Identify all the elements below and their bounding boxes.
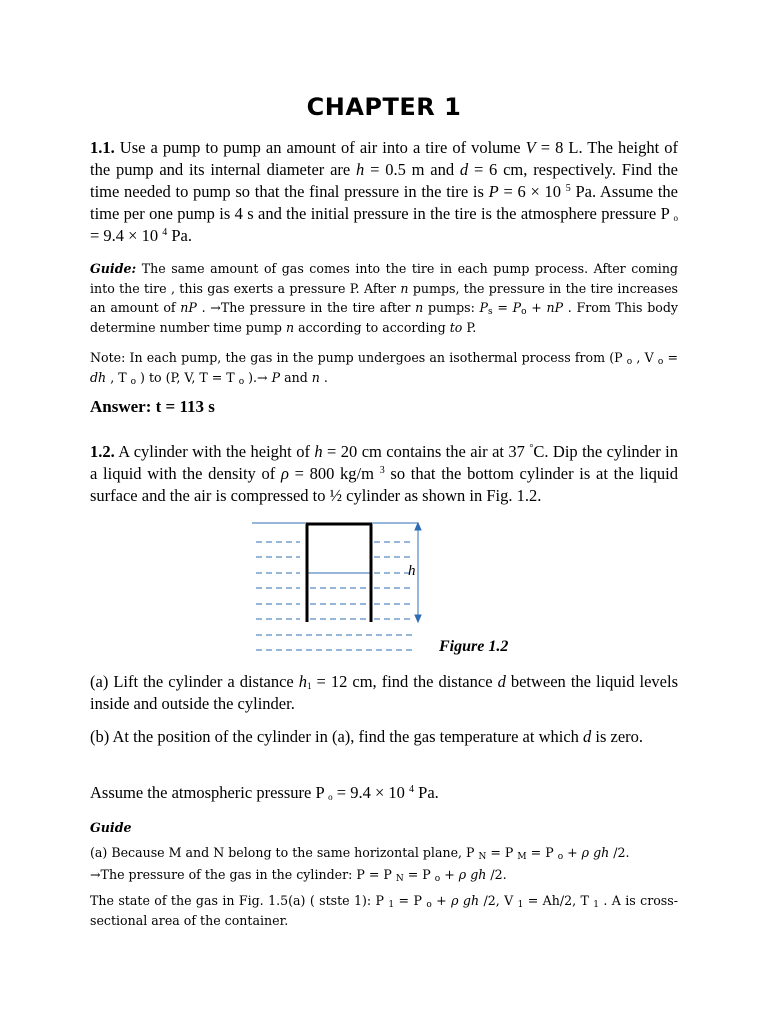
exponent: 5 — [565, 183, 571, 194]
text: . — [319, 369, 328, 385]
text: Assume the atmospheric pressure P — [90, 783, 329, 802]
text: = Ah/2, T — [523, 893, 594, 908]
var-h: h — [314, 442, 323, 461]
text: + — [440, 867, 459, 882]
text: = 0.5 m and — [364, 160, 460, 179]
subscript: o — [521, 307, 527, 317]
text: = P — [403, 867, 435, 882]
text: . A is cross-sectional area of the container. — [90, 893, 678, 928]
guide-1-1 — [90, 259, 678, 337]
text: . →The pressure in the tire after — [196, 300, 416, 315]
guide-label: Guide — [90, 820, 132, 835]
var-rho: ρ — [451, 893, 459, 908]
guide-label: Guide: — [90, 261, 137, 276]
text: = 9.4 × 10 — [332, 783, 410, 802]
var-gh: gh — [466, 867, 487, 882]
text: →The pressure of the gas in the cylinder: P = P — [90, 867, 396, 882]
problem-1-2 — [90, 441, 678, 507]
subscript: 1 — [307, 681, 312, 691]
var-np: nP — [546, 300, 564, 315]
answer-1-1: Answer: t = 113 s — [90, 397, 215, 416]
text: /2, V — [479, 893, 518, 908]
subscript: N — [395, 874, 404, 884]
question-b — [90, 726, 678, 748]
var-h: h — [356, 160, 365, 179]
text: pumps, the pressure in the tire increases an amount of — [90, 280, 678, 315]
h-label: h — [408, 563, 416, 579]
subscript: 1 — [517, 900, 524, 910]
subscript: o — [626, 357, 633, 367]
text: so that the bottom cylinder is at the liquid surface and the air is compressed to ½ cylinder as shown in Fig. 1.2. — [90, 464, 678, 505]
text: (a) Lift the cylinder a distance — [90, 672, 299, 691]
var-n: n — [415, 300, 424, 315]
text: . From This body determine number time pump — [90, 300, 679, 335]
text: /2. — [486, 867, 507, 882]
text: ).→ — [244, 369, 272, 385]
text: = P — [526, 845, 558, 860]
var-d: d — [459, 160, 469, 179]
guide-1-2-line-c — [90, 891, 678, 930]
text: = 9.4 × 10 — [90, 226, 163, 245]
text: = 6 × 10 — [498, 182, 566, 201]
text: Pa. — [167, 226, 192, 245]
text: + — [431, 893, 452, 908]
var-rho: ρ — [581, 845, 590, 860]
var-gh: gh — [458, 893, 480, 908]
note-1-1 — [90, 348, 678, 387]
text: = P — [486, 845, 518, 860]
text: (a) Because M and N belong to the same horizontal plane, P — [90, 845, 479, 860]
text: Pa. — [414, 783, 439, 802]
subscript: o — [328, 792, 333, 802]
liquid-dashes-right — [374, 542, 410, 619]
text: according to according — [294, 319, 450, 335]
subscript: 1 — [388, 900, 395, 910]
var-n: n — [400, 280, 409, 296]
subscript: o — [238, 376, 245, 387]
var-h: h — [298, 672, 308, 691]
var-d: d — [583, 727, 592, 746]
assumption — [90, 782, 678, 804]
text: The same amount of gas comes into the tire in each pump process. After coming into the tire , this gas exerts a pressure P. After — [90, 261, 678, 296]
text: = 8 L. The height of the pump and its internal diameter are — [90, 138, 678, 179]
guide-1-2-line-b — [90, 865, 678, 885]
figure-caption: Figure 1.2 — [439, 638, 509, 655]
text: = — [492, 300, 513, 315]
text: pumps: — [423, 300, 480, 315]
subscript: M — [517, 852, 527, 862]
liquid-dashes-inside — [310, 588, 368, 619]
text: = P — [394, 893, 427, 908]
text: (b) At the position of the cylinder in (a), find the gas temperature at which — [90, 727, 584, 746]
text: is zero. — [591, 727, 644, 746]
subscript: o — [434, 874, 441, 884]
subscript: o — [673, 213, 678, 223]
text: Note: In each pump, the gas in the pump undergoes an isothermal process from (P — [90, 350, 627, 365]
var-p: P — [512, 300, 522, 315]
text: = — [663, 350, 678, 365]
text: = 12 cm, find the distance — [311, 672, 498, 691]
exponent: 4 — [409, 784, 415, 795]
var-d: d — [497, 672, 506, 691]
text: , V — [632, 350, 658, 365]
text: and — [280, 369, 312, 385]
guide-1-2-label — [90, 818, 678, 838]
var-np: nP — [180, 300, 197, 315]
var-gh: gh — [589, 845, 610, 860]
subscript: o — [657, 357, 664, 367]
text: C. Dip the cylinder in a liquid with the density of — [90, 442, 678, 483]
text: between the liquid levels inside and outside the cylinder. — [90, 672, 679, 713]
var-p: P — [479, 300, 489, 315]
height-arrow — [415, 523, 421, 622]
text: /2. — [609, 845, 630, 860]
question-a — [90, 671, 678, 715]
text: = 6 cm, respectively. Find the time needed to pump so that the final pressure in the tire is — [90, 160, 678, 201]
var-rho: ρ — [458, 867, 467, 882]
text: Use a pump to pump an amount of air into a tire of volume — [114, 138, 526, 157]
subscript: o — [130, 376, 137, 387]
problem-1-1 — [90, 137, 678, 247]
subscript: s — [488, 307, 493, 317]
text: = 800 kg/m — [288, 464, 380, 483]
figure-1-2-diagram — [250, 518, 430, 658]
var-rho: ρ — [280, 464, 289, 483]
text: ) to (P, V, T = T — [136, 369, 239, 385]
subscript: N — [478, 852, 487, 862]
subscript: o — [426, 900, 432, 910]
text: Pa. Assume the time per one pump is 4 s and the initial pressure in the tire is the atmosphere pressure P — [90, 182, 678, 223]
var-v: V — [525, 138, 536, 157]
text: + — [526, 300, 547, 315]
text: P. — [462, 319, 477, 335]
guide-1-2-line-a — [90, 843, 678, 863]
problem-number: 1.1. — [90, 138, 115, 157]
exponent: 3 — [379, 465, 385, 476]
text: = 20 cm contains the air at 37 — [322, 442, 530, 461]
text: + — [563, 845, 582, 860]
var-p: P — [271, 369, 281, 385]
chapter-title: CHAPTER 1 — [306, 93, 462, 121]
degree-sign: ° — [529, 443, 534, 454]
subscript: 1 — [593, 900, 600, 910]
var-dh: dh — [90, 369, 107, 385]
subscript: o — [557, 852, 564, 862]
liquid-dashes-left — [256, 542, 414, 650]
var-p: P — [488, 182, 499, 201]
problem-number: 1.2. — [90, 442, 115, 461]
text: , T — [106, 369, 131, 385]
var-n: n — [311, 369, 320, 385]
text: A cylinder with the height of — [114, 442, 315, 461]
text: The state of the gas in Fig. 1.5(a) ( stste 1): P — [90, 893, 389, 908]
text-italic: to — [449, 319, 463, 335]
var-n: n — [285, 319, 295, 335]
exponent: 4 — [162, 227, 168, 238]
